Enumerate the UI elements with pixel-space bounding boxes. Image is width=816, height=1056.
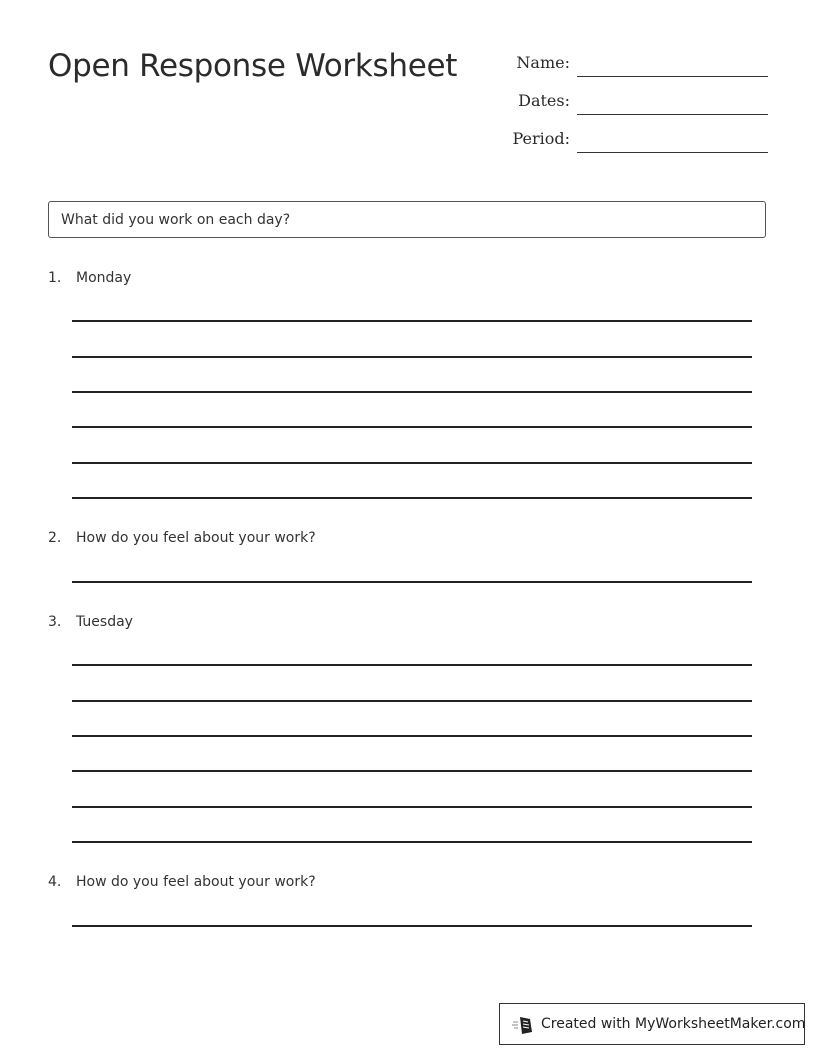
question-text: Tuesday	[76, 614, 133, 630]
answer-line[interactable]	[72, 497, 752, 499]
answer-line[interactable]	[72, 391, 752, 393]
instructions-text: What did you work on each day?	[61, 212, 291, 228]
dates-field[interactable]	[500, 88, 768, 126]
footer-credit[interactable]	[499, 1003, 805, 1045]
answer-line[interactable]	[72, 806, 752, 808]
answer-line[interactable]	[72, 581, 752, 583]
name-label: Name:	[516, 53, 570, 72]
question-2	[48, 530, 316, 546]
name-field[interactable]	[500, 50, 768, 88]
footer-text: Created with MyWorksheetMaker.com	[541, 1016, 806, 1032]
question-number: 1.	[48, 270, 62, 286]
period-label: Period:	[512, 129, 570, 148]
answer-line[interactable]	[72, 925, 752, 927]
answer-line[interactable]	[72, 700, 752, 702]
question-number: 2.	[48, 530, 62, 546]
page-title: Open Response Worksheet	[48, 48, 458, 84]
answer-line[interactable]	[72, 426, 752, 428]
period-field[interactable]	[500, 126, 768, 164]
name-input-line[interactable]	[577, 76, 768, 77]
dates-label: Dates:	[518, 91, 570, 110]
question-3	[48, 614, 133, 630]
question-number: 4.	[48, 874, 62, 890]
answer-line[interactable]	[72, 841, 752, 843]
period-input-line[interactable]	[577, 152, 768, 153]
instructions-box	[48, 201, 766, 238]
answer-line[interactable]	[72, 664, 752, 666]
question-4	[48, 874, 316, 890]
answer-line[interactable]	[72, 735, 752, 737]
question-text: Monday	[76, 270, 132, 286]
answer-line[interactable]	[72, 462, 752, 464]
question-text: How do you feel about your work?	[76, 530, 316, 546]
worksheet-maker-logo-icon	[512, 1015, 534, 1035]
student-info-fields	[500, 50, 768, 164]
answer-line[interactable]	[72, 320, 752, 322]
question-text: How do you feel about your work?	[76, 874, 316, 890]
question-1	[48, 270, 131, 286]
answer-line[interactable]	[72, 356, 752, 358]
answer-line[interactable]	[72, 770, 752, 772]
question-number: 3.	[48, 614, 62, 630]
dates-input-line[interactable]	[577, 114, 768, 115]
